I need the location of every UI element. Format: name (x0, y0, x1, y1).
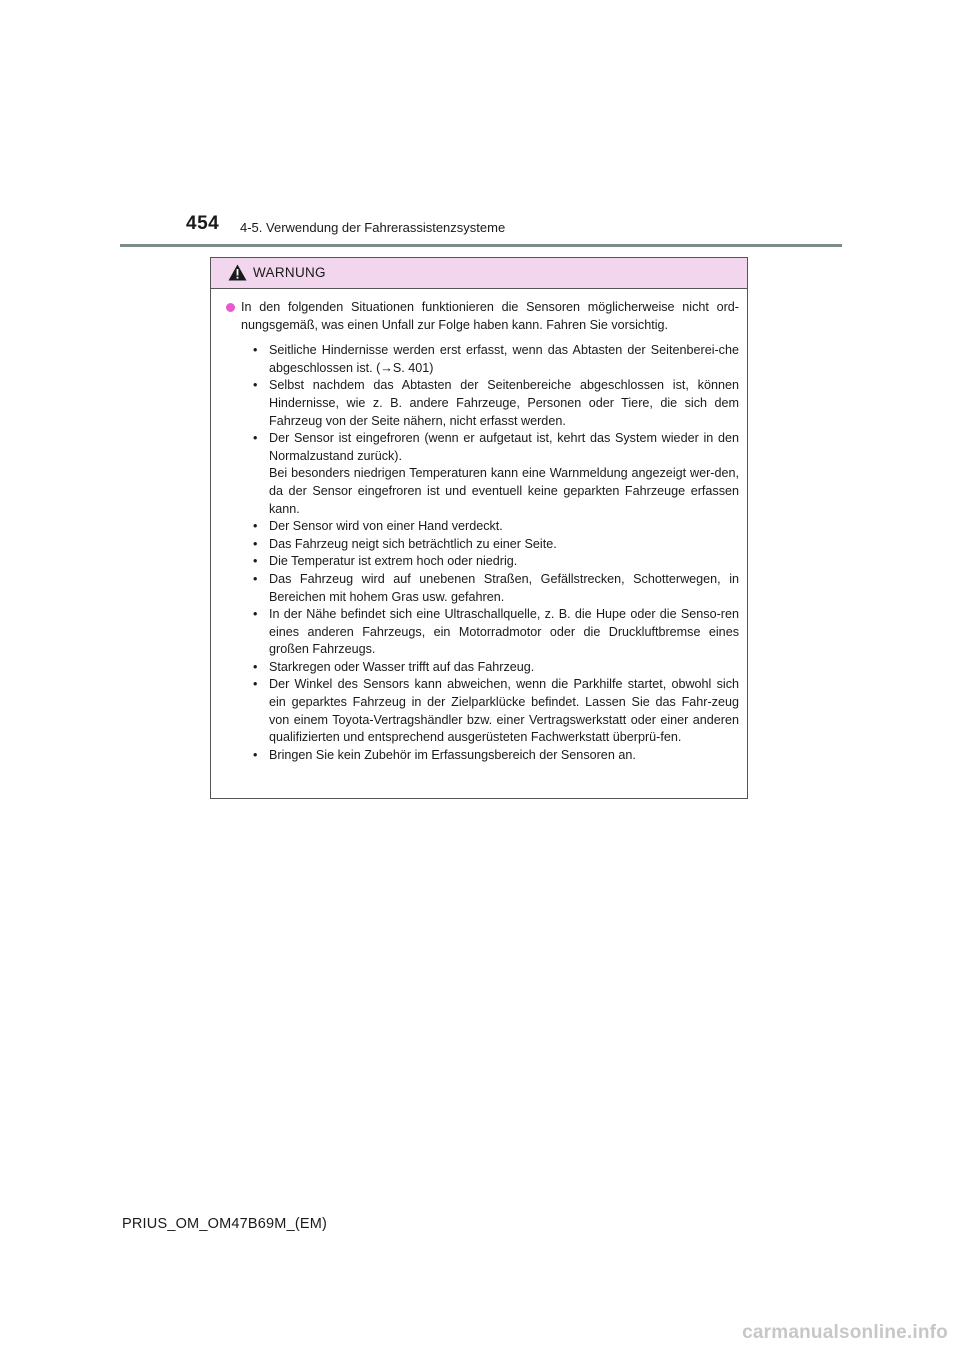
warning-header (211, 258, 747, 289)
warning-triangle-icon (228, 264, 247, 281)
warning-lead-text: In den folgenden Situationen funktionieren die Sensoren möglicherweise nicht ord-nungsgemäß, was einen Unfall zur Folge haben kann. Fahren Sie vorsichtig. (241, 300, 739, 332)
warning-conditions-list (225, 342, 739, 764)
watermark: carmanualsonline.info (742, 1322, 948, 1343)
list-item-continuation: Bei besonders niedrigen Temperaturen kann eine Warnmeldung angezeigt wer-den, da der Sensor eingefroren ist und eventuell keine geparkten Fahrzeuge erfassen kann. (269, 466, 739, 516)
page-number: 454 (186, 213, 220, 234)
list-item: • Seitliche Hindernisse werden erst erfasst, wenn das Abtasten der Seitenberei-che abgeschlossen ist. (→S. 401) (253, 342, 739, 377)
list-item: • Das Fahrzeug neigt sich beträchtlich zu einer Seite. (253, 536, 739, 554)
list-item: • Der Sensor ist eingefroren (wenn er aufgetaut ist, kehrt das System wieder in den Normalzustand zurück). (253, 430, 739, 465)
warning-body (211, 289, 747, 764)
warning-box (210, 257, 748, 799)
page-header (0, 0, 960, 250)
document-code: PRIUS_OM_OM47B69M_(EM) (122, 1216, 328, 1232)
pink-bullet-icon (226, 303, 235, 312)
warning-lead-paragraph (225, 299, 739, 334)
list-item: • Die Temperatur ist extrem hoch oder niedrig. (253, 553, 739, 571)
section-title: 4-5. Verwendung der Fahrerassistenzsysteme (240, 220, 506, 235)
list-item: • Der Winkel des Sensors kann abweichen, wenn die Parkhilfe startet, obwohl sich ein geparktes Fahrzeug in der Zielparklücke befindet. Lassen Sie das Fahr-zeug von einem Toyota-Vertragshändler bzw. einer Vertragswerkstatt oder einer anderen qualifizierten und entsprechend ausgerüsteten Fachwerkstatt überprü-fen. (253, 676, 739, 746)
warning-title: WARNUNG (253, 265, 326, 280)
list-item: • Starkregen oder Wasser trifft auf das Fahrzeug. (253, 659, 739, 677)
list-item: • Selbst nachdem das Abtasten der Seitenbereiche abgeschlossen ist, können Hindernisse, wie z. B. andere Fahrzeuge, Personen oder Tiere, die sich dem Fahrzeug von der Seite nähern, nicht erfasst werden. (253, 377, 739, 430)
list-item: • Bringen Sie kein Zubehör im Erfassungsbereich der Sensoren an. (253, 747, 739, 765)
header-divider (120, 244, 842, 247)
list-item: • In der Nähe befindet sich eine Ultraschallquelle, z. B. die Hupe oder die Senso-ren eines anderen Fahrzeugs, ein Motorradmotor oder die Druckluftbremse eines großen Fahrzeugs. (253, 606, 739, 659)
list-item: • Der Sensor wird von einer Hand verdeckt. (253, 518, 739, 536)
list-item: • Das Fahrzeug wird auf unebenen Straßen, Gefällstrecken, Schotterwegen, in Bereichen mit hohem Gras usw. gefahren. (253, 571, 739, 606)
